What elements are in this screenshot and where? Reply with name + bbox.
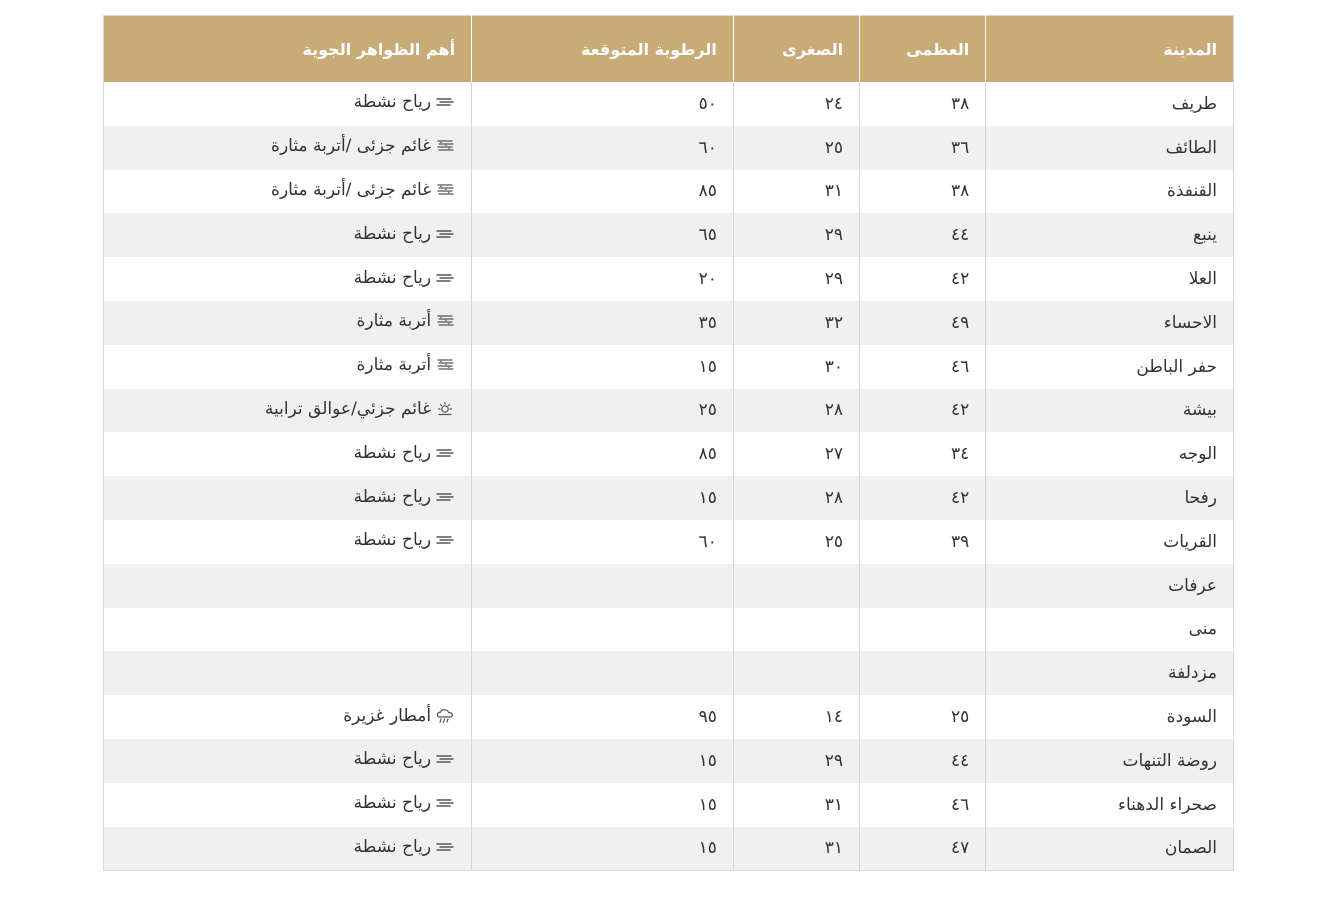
cell-city: مزدلفة <box>986 651 1234 695</box>
wind-icon <box>435 489 455 505</box>
table-row <box>104 651 1234 695</box>
phenomena-wrap <box>354 268 455 288</box>
cell-city: الوجه <box>986 432 1234 476</box>
cell-city: القريات <box>986 520 1234 564</box>
cell-humidity: ٦٥ <box>472 213 734 257</box>
cell-humidity: ٩٥ <box>472 695 734 739</box>
cell-city: رفحا <box>986 476 1234 520</box>
cell-min-temp: ٢٩ <box>733 739 859 783</box>
phenomena-text: رياح نشطة <box>353 223 432 244</box>
header-city: المدينة <box>986 16 1234 83</box>
phenomena-wrap <box>354 487 455 507</box>
table-row <box>104 213 1234 257</box>
cell-humidity: ٥٠ <box>472 82 734 126</box>
phenomena-text: غائم جزئى /أتربة مثارة <box>271 179 432 200</box>
cell-city: الصمان <box>986 827 1234 871</box>
dust-icon <box>435 138 455 154</box>
phenomena-text: رياح نشطة <box>353 793 432 814</box>
cell-city: العلا <box>986 257 1234 301</box>
cell-max-temp: ٣٨ <box>860 170 986 214</box>
phenomena-wrap <box>354 443 455 463</box>
phenomena-wrap <box>356 355 455 375</box>
table-row <box>104 126 1234 170</box>
cell-humidity: ٣٥ <box>472 301 734 345</box>
header-max-temp: العظمى <box>860 16 986 83</box>
phenomena-wrap <box>271 180 455 200</box>
cell-phenomena <box>104 126 472 170</box>
cell-humidity: ١٥ <box>472 827 734 871</box>
cell-min-temp: ٢٥ <box>733 520 859 564</box>
cell-min-temp: ٣١ <box>733 783 859 827</box>
cell-phenomena <box>104 695 472 739</box>
dust-icon <box>435 357 455 373</box>
cell-min-temp: ٢٨ <box>733 476 859 520</box>
cell-humidity: ٦٠ <box>472 520 734 564</box>
cell-min-temp: ٢٨ <box>733 389 859 433</box>
phenomena-text: رياح نشطة <box>353 749 432 770</box>
table-row <box>104 564 1234 608</box>
table-row <box>104 389 1234 433</box>
table-row <box>104 432 1234 476</box>
cell-phenomena <box>104 476 472 520</box>
cell-phenomena <box>104 213 472 257</box>
table-row <box>104 520 1234 564</box>
cell-max-temp: ٤٧ <box>860 827 986 871</box>
cell-phenomena <box>104 345 472 389</box>
cell-max-temp: ٤٦ <box>860 345 986 389</box>
cell-city: عرفات <box>986 564 1234 608</box>
cell-city: السودة <box>986 695 1234 739</box>
phenomena-text: رياح نشطة <box>353 486 432 507</box>
cell-min-temp: ٣٠ <box>733 345 859 389</box>
cell-max-temp: ٤٤ <box>860 213 986 257</box>
cell-min-temp <box>733 651 859 695</box>
wind-icon <box>435 270 455 286</box>
cell-min-temp: ٢٧ <box>733 432 859 476</box>
cell-city: بيشة <box>986 389 1234 433</box>
cell-min-temp: ٢٤ <box>733 82 859 126</box>
cell-humidity: ٦٠ <box>472 126 734 170</box>
cell-city: حفر الباطن <box>986 345 1234 389</box>
table-row <box>104 695 1234 739</box>
cell-min-temp: ٢٥ <box>733 126 859 170</box>
weather-table <box>103 15 1234 871</box>
cell-phenomena <box>104 739 472 783</box>
cell-max-temp <box>860 608 986 652</box>
phenomena-text: أمطار غزيرة <box>343 705 432 726</box>
cell-humidity: ٢٠ <box>472 257 734 301</box>
table-row <box>104 476 1234 520</box>
phenomena-text: أتربة مثارة <box>356 355 432 376</box>
cell-phenomena <box>104 389 472 433</box>
phenomena-wrap <box>354 224 455 244</box>
partly-cloudy-icon <box>435 401 455 417</box>
table-row <box>104 608 1234 652</box>
cell-humidity: ١٥ <box>472 345 734 389</box>
cell-max-temp: ٢٥ <box>860 695 986 739</box>
wind-icon <box>435 795 455 811</box>
cell-humidity: ٨٥ <box>472 170 734 214</box>
cell-min-temp <box>733 608 859 652</box>
cell-phenomena <box>104 564 472 608</box>
phenomena-text: أتربة مثارة <box>356 311 432 332</box>
cell-city: صحراء الدهناء <box>986 783 1234 827</box>
cell-min-temp: ٢٩ <box>733 213 859 257</box>
table-row <box>104 301 1234 345</box>
wind-icon <box>435 532 455 548</box>
phenomena-wrap <box>265 399 455 419</box>
table-row <box>104 257 1234 301</box>
cell-humidity <box>472 651 734 695</box>
cell-humidity: ١٥ <box>472 476 734 520</box>
cell-max-temp: ٤٢ <box>860 476 986 520</box>
cell-humidity: ١٥ <box>472 739 734 783</box>
cell-humidity <box>472 564 734 608</box>
cell-humidity: ٨٥ <box>472 432 734 476</box>
phenomena-wrap <box>343 706 455 726</box>
wind-icon <box>435 226 455 242</box>
table-row <box>104 82 1234 126</box>
phenomena-wrap <box>354 749 455 769</box>
phenomena-wrap <box>354 530 455 550</box>
cell-city: الاحساء <box>986 301 1234 345</box>
cell-city: طريف <box>986 82 1234 126</box>
cell-phenomena <box>104 520 472 564</box>
table-row <box>104 827 1234 871</box>
phenomena-text: رياح نشطة <box>353 530 432 551</box>
header-row <box>104 16 1234 83</box>
wind-icon <box>435 94 455 110</box>
phenomena-text: رياح نشطة <box>353 442 432 463</box>
cell-max-temp: ٣٨ <box>860 82 986 126</box>
table-header <box>104 16 1234 83</box>
header-humidity: الرطوبة المتوقعة <box>472 16 734 83</box>
table-row <box>104 739 1234 783</box>
dust-icon <box>435 182 455 198</box>
cell-city: القنفذة <box>986 170 1234 214</box>
cell-min-temp: ٣٢ <box>733 301 859 345</box>
cell-city: ينبع <box>986 213 1234 257</box>
cell-humidity <box>472 608 734 652</box>
cell-min-temp: ٣١ <box>733 827 859 871</box>
cell-city: روضة التنهات <box>986 739 1234 783</box>
cell-max-temp: ٤٩ <box>860 301 986 345</box>
table-row <box>104 170 1234 214</box>
cell-city: منى <box>986 608 1234 652</box>
cell-min-temp: ٢٩ <box>733 257 859 301</box>
phenomena-text: غائم جزئي/عوالق ترابية <box>264 398 432 419</box>
cell-max-temp: ٣٦ <box>860 126 986 170</box>
cell-max-temp: ٤٦ <box>860 783 986 827</box>
cell-phenomena <box>104 82 472 126</box>
cell-max-temp: ٤٢ <box>860 257 986 301</box>
wind-icon <box>435 839 455 855</box>
phenomena-text: غائم جزئى /أتربة مثارة <box>271 136 432 157</box>
cell-min-temp: ١٤ <box>733 695 859 739</box>
phenomena-wrap <box>271 136 455 156</box>
table-row <box>104 783 1234 827</box>
cell-max-temp: ٤٤ <box>860 739 986 783</box>
cell-phenomena <box>104 432 472 476</box>
header-min-temp: الصغرى <box>733 16 859 83</box>
cell-max-temp <box>860 564 986 608</box>
header-phenomena: أهم الظواهر الجوية <box>104 16 472 83</box>
phenomena-wrap <box>354 793 455 813</box>
table-row <box>104 345 1234 389</box>
cell-phenomena <box>104 651 472 695</box>
phenomena-text: رياح نشطة <box>353 836 432 857</box>
phenomena-text: رياح نشطة <box>353 267 432 288</box>
cell-phenomena <box>104 301 472 345</box>
cell-max-temp: ٣٤ <box>860 432 986 476</box>
cell-phenomena <box>104 257 472 301</box>
cell-min-temp <box>733 564 859 608</box>
phenomena-wrap <box>354 92 455 112</box>
heavy-rain-icon <box>435 708 455 724</box>
phenomena-wrap <box>354 837 455 857</box>
dust-icon <box>435 313 455 329</box>
phenomena-text: رياح نشطة <box>353 92 432 113</box>
cell-max-temp: ٣٩ <box>860 520 986 564</box>
cell-max-temp <box>860 651 986 695</box>
cell-phenomena <box>104 827 472 871</box>
cell-humidity: ١٥ <box>472 783 734 827</box>
cell-min-temp: ٣١ <box>733 170 859 214</box>
cell-phenomena <box>104 608 472 652</box>
cell-phenomena <box>104 783 472 827</box>
cell-humidity: ٢٥ <box>472 389 734 433</box>
wind-icon <box>435 445 455 461</box>
table-body <box>104 82 1234 871</box>
wind-icon <box>435 751 455 767</box>
phenomena-wrap <box>356 311 455 331</box>
cell-phenomena <box>104 170 472 214</box>
cell-max-temp: ٤٢ <box>860 389 986 433</box>
cell-city: الطائف <box>986 126 1234 170</box>
